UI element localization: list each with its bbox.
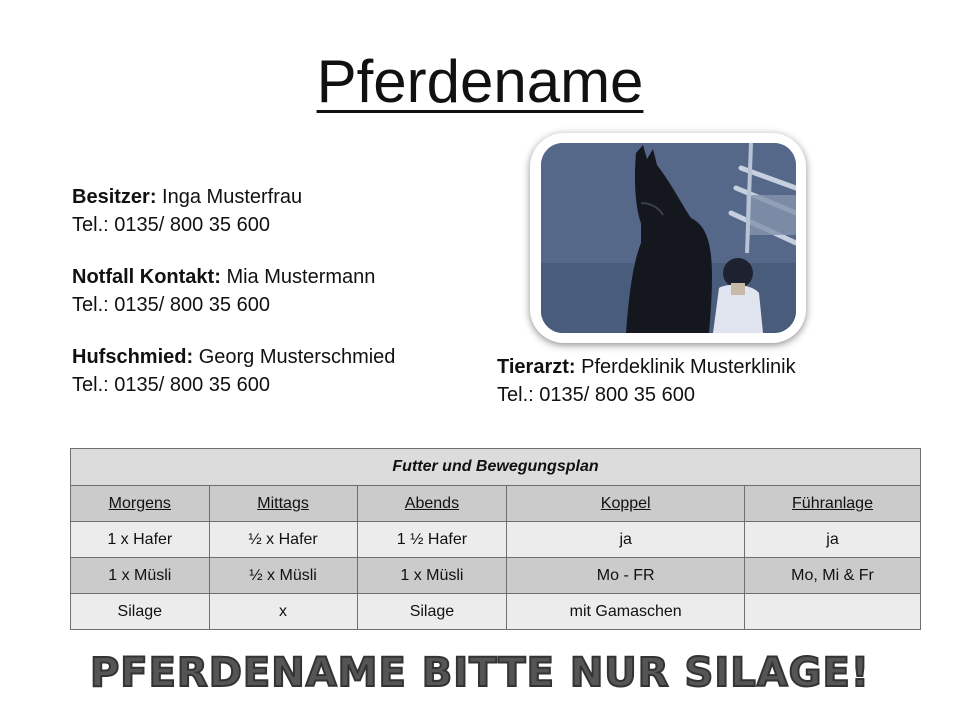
vet-contact (497, 353, 796, 409)
table-cell: mit Gamaschen (507, 594, 745, 630)
farrier-name: Georg Musterschmied (198, 346, 396, 368)
table-cell: Silage (71, 594, 210, 630)
table-cell: Silage (357, 594, 507, 630)
header-morgens: Morgens (71, 486, 210, 522)
table-row (71, 558, 921, 594)
emergency-label: Notfall Kontakt: (72, 266, 221, 288)
vet-name: Pferdeklinik Musterklinik (581, 356, 796, 378)
table-cell: 1 x Müsli (71, 558, 210, 594)
feeding-schedule-table (70, 448, 921, 630)
table-caption: Futter und Bewegungsplan (71, 449, 921, 486)
horse-photo-image (541, 143, 796, 333)
header-koppel: Koppel (507, 486, 745, 522)
table-cell: ½ x Müsli (209, 558, 357, 594)
page-title: Pferdename (316, 48, 644, 115)
table-cell: 1 x Hafer (71, 522, 210, 558)
horse-photo-frame (530, 133, 806, 343)
farrier-label: Hufschmied: (72, 346, 194, 368)
vet-label: Tierarzt: (497, 356, 576, 378)
table-cell: Mo - FR (507, 558, 745, 594)
farrier-contact (72, 343, 395, 399)
contact-list (72, 183, 395, 423)
emergency-name: Mia Mustermann (226, 266, 376, 288)
header-abends: Abends (357, 486, 507, 522)
emergency-phone: Tel.: 0135/ 800 35 600 (72, 294, 270, 316)
owner-label: Besitzer: (72, 186, 157, 208)
table-cell: 1 x Müsli (357, 558, 507, 594)
feeding-note-banner: PFERDENAME BITTE NUR SILAGE! (89, 650, 871, 696)
horse-photo (541, 143, 796, 333)
table-row (71, 522, 921, 558)
table-cell: ½ x Hafer (209, 522, 357, 558)
emergency-contact (72, 263, 395, 319)
table-cell (745, 594, 921, 630)
table-cell: Mo, Mi & Fr (745, 558, 921, 594)
table-row (71, 594, 921, 630)
owner-name: Inga Musterfrau (162, 186, 303, 208)
table-cell: 1 ½ Hafer (357, 522, 507, 558)
owner-contact (72, 183, 395, 239)
table-cell: ja (507, 522, 745, 558)
farrier-phone: Tel.: 0135/ 800 35 600 (72, 374, 270, 396)
vet-phone: Tel.: 0135/ 800 35 600 (497, 384, 695, 406)
owner-phone: Tel.: 0135/ 800 35 600 (72, 214, 270, 236)
table-cell: ja (745, 522, 921, 558)
table-cell: x (209, 594, 357, 630)
header-fuehranlage: Führanlage (745, 486, 921, 522)
table-header-row (71, 486, 921, 522)
header-mittags: Mittags (209, 486, 357, 522)
